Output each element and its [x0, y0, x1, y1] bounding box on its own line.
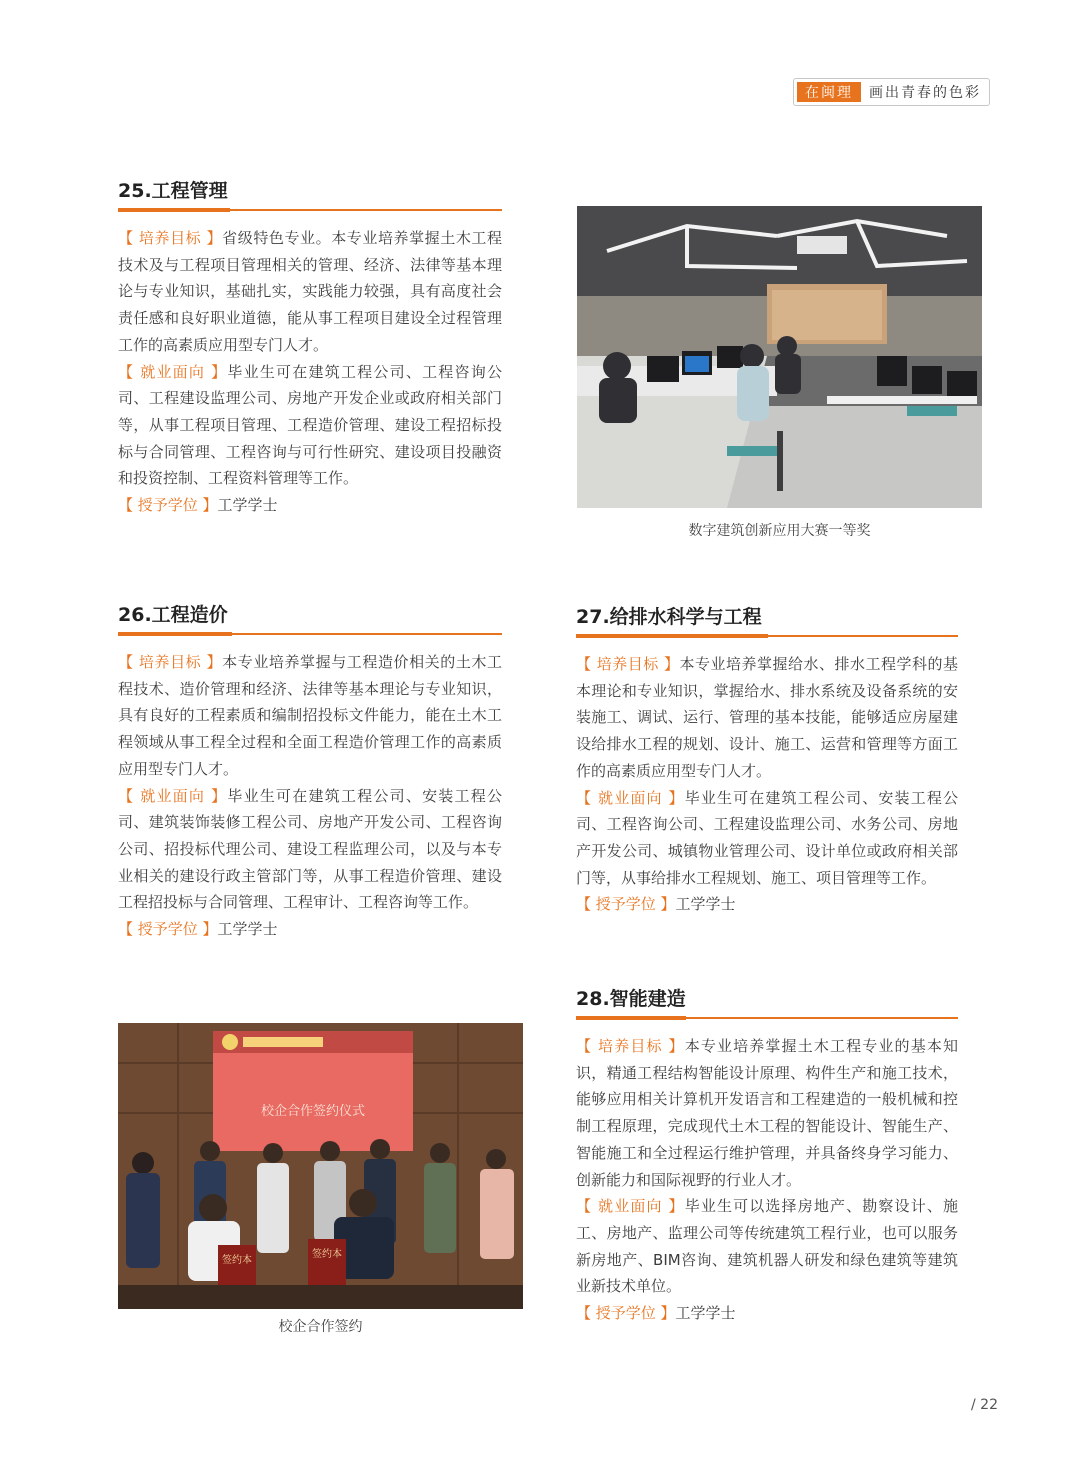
job-text: 毕业生可在建筑工程公司、工程咨询公司、工程建设监理公司、房地产开发企业或政府相关部门等，从事工程项目管理、工程造价管理、建设工程招标投标与合同管理、工程咨询与可行性研究、建设项目投融资和投资控制、工程资料管理等工作。: [118, 362, 502, 488]
signing-photo: [118, 1023, 523, 1309]
goal-text: 本专业培养掌握给水、排水工程学科的基本理论和专业知识，掌握给水、排水系统及设备系统的安装施工、调试、运行、管理的基本技能，能够适应房屋建设给排水工程的规划、设计、施工、运营和管理等方面工作的高素质应用型专门人才。: [576, 655, 958, 780]
goal-text: 本专业培养掌握土木工程专业的基本知识，精通工程结构智能设计原理、构件生产和施工技术，能够应用相关计算机开发语言和工程建造的一般机械和控制工程原理，完成现代土木工程的智能设计、智能生产、智能施工和全过程运行维护管理，并具备终身学习能力、创新能力和国际视野的行业人才。: [576, 1037, 958, 1189]
header-badge: [793, 78, 990, 106]
degree-label: 【 授予学位 】: [118, 920, 218, 939]
signing-photo-illustration: [118, 1023, 523, 1309]
job-text: 毕业生可以选择房地产、勘察设计、施工、房地产、监理公司等传统建筑工程行业，也可以服务新房地产、BIM咨询、建筑机器人研发和绿色建筑等建筑业新技术单位。: [576, 1197, 958, 1296]
degree-label: 【 授予学位 】: [576, 895, 676, 914]
section-28: [576, 984, 958, 1327]
signing-caption: 校企合作签约: [278, 1319, 363, 1335]
section-title: 28.智能建造: [576, 988, 686, 1010]
lab-photo: [577, 206, 982, 508]
degree-text: 工学学士: [217, 920, 278, 939]
banner-text: 校企合作签约仪式: [260, 1104, 366, 1119]
book-label-right: 签约本: [312, 1249, 342, 1260]
degree-text: 工学学士: [675, 1304, 736, 1323]
title-rule: [118, 633, 502, 635]
section-body: [576, 651, 958, 918]
goal-text: 省级特色专业。本专业培养掌握土木工程技术及与工程项目管理相关的管理、经济、法律等基本理论与专业知识，基础扎实，实践能力较强，具有高度社会责任感和良好职业道德，能从事工程项目建设全过程管理工作的高素质应用型专门人才。: [118, 229, 502, 354]
job-text: 毕业生可在建筑工程公司、安装工程公司、建筑装饰装修工程公司、房地产开发公司、工程咨询公司、招投标代理公司、建设工程监理公司，以及与本专业相关的建设行政主管部门等，从事工程造价管理、建设工程招投标与合同管理、工程审计、工程咨询等工作。: [118, 786, 502, 912]
lab-photo-illustration: [577, 206, 982, 508]
title-rule: [576, 1017, 958, 1019]
degree-text: 工学学士: [217, 496, 278, 515]
title-rule: [576, 635, 958, 637]
header-tag: 在闽理: [797, 82, 861, 102]
goal-label: 【 培养目标 】: [576, 655, 680, 673]
job-label: 【 就业面向 】: [118, 362, 228, 381]
section-body: [118, 225, 502, 519]
title-rule: [118, 209, 502, 211]
goal-text: 本专业培养掌握与工程造价相关的土木工程技术、造价管理和经济、法律等基本理论与专业知识，具有良好的工程素质和编制招投标文件能力，能在土木工程领域从事工程全过程和全面工程造价管理工作的高素质应用型专门人才。: [118, 653, 502, 778]
section-25: [118, 176, 502, 519]
goal-label: 【 培养目标 】: [118, 653, 223, 671]
section-26: [118, 600, 502, 943]
job-text: 毕业生可在建筑工程公司、安装工程公司、工程咨询公司、工程建设监理公司、水务公司、房地产开发公司、城镇物业管理公司、设计单位或政府相关部门等，从事给排水工程规划、施工、项目管理等工作。: [576, 788, 958, 887]
degree-label: 【 授予学位 】: [118, 496, 218, 515]
job-label: 【 就业面向 】: [118, 786, 228, 805]
degree-label: 【 授予学位 】: [576, 1304, 676, 1323]
section-27: [576, 602, 958, 918]
book-label-left: 签约本: [222, 1255, 252, 1266]
degree-text: 工学学士: [675, 895, 736, 914]
header-tagline: 画出青春的色彩: [869, 85, 981, 101]
section-body: [118, 649, 502, 943]
section-body: [576, 1033, 958, 1327]
goal-label: 【 培养目标 】: [118, 229, 223, 247]
job-label: 【 就业面向 】: [576, 1197, 685, 1216]
lab-caption: 数字建筑创新应用大赛一等奖: [688, 523, 871, 539]
goal-label: 【 培养目标 】: [576, 1037, 685, 1055]
section-title: 27.给排水科学与工程: [576, 606, 762, 628]
job-label: 【 就业面向 】: [576, 788, 685, 807]
page-number: / 22: [971, 1397, 998, 1413]
section-title: 25.工程管理: [118, 180, 228, 202]
section-title: 26.工程造价: [118, 604, 228, 626]
